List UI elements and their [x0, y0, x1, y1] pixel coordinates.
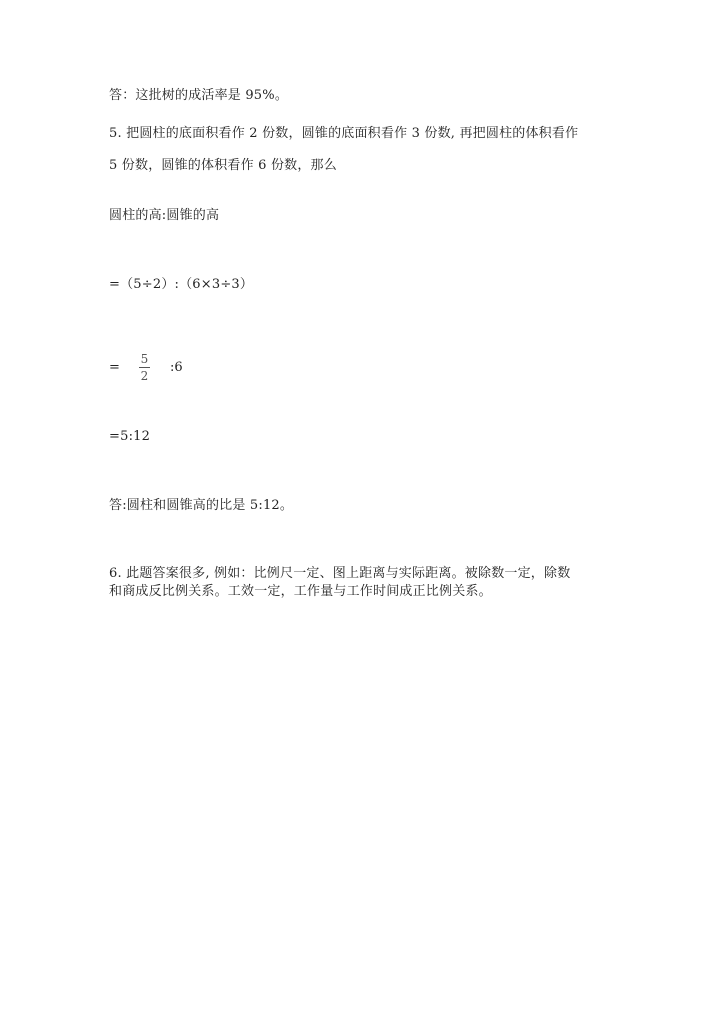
ratio-label: 圆柱的高:圆锥的高 — [109, 208, 220, 223]
step-1: =（5÷2）:（6×3÷3） — [109, 277, 254, 292]
question-5-line-1: 5. 把圆柱的底面积看作 2 份数，圆锥的底面积看作 3 份数, 再把圆柱的体积看作 — [109, 126, 579, 141]
answer-5-text: 答:圆柱和圆锥高的比是 5:12。 — [109, 498, 294, 513]
step-2 — [109, 351, 183, 383]
fraction-denominator: 2 — [140, 368, 149, 383]
question-5-line-2: 5 份数，圆锥的体积看作 6 份数，那么 — [109, 158, 337, 173]
step-2-ratio: :6 — [170, 359, 183, 375]
answer-4-text: 答：这批树的成活率是 95%。 — [109, 88, 289, 103]
step-2-equals: = — [109, 359, 120, 375]
fraction-numerator: 5 — [140, 351, 149, 366]
fraction-bar — [139, 367, 150, 368]
question-6-line-1: 6. 此题答案很多, 例如：比例尺一定、图上距离与实际距离。被除数一定，除数 — [109, 566, 571, 581]
fraction — [139, 352, 150, 383]
step-3: =5:12 — [109, 429, 151, 444]
question-6-line-2: 和商成反比例关系。工效一定，工作量与工作时间成正比例关系。 — [109, 584, 492, 599]
